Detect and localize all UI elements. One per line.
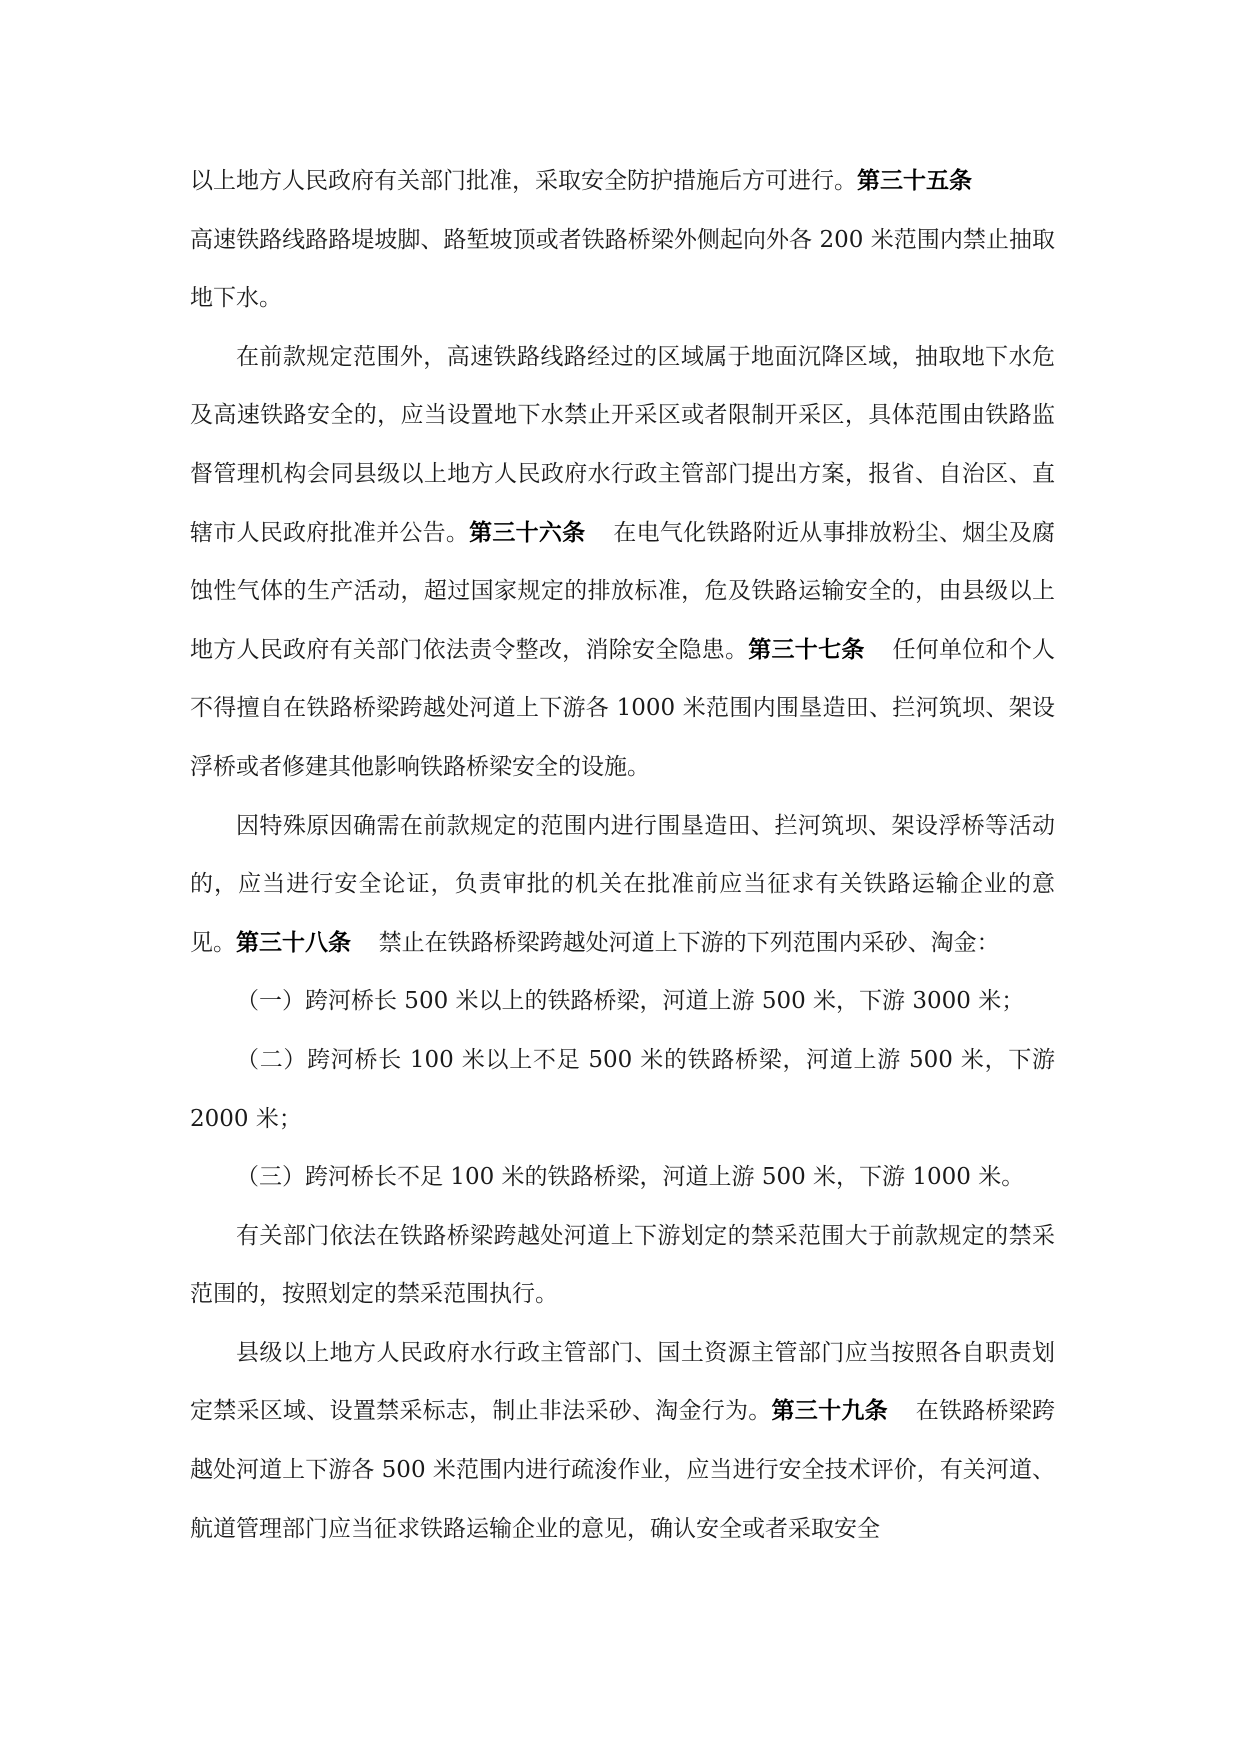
paragraph-text: 高速铁路线路路堤坡脚、路堑坡顶或者铁路桥梁外侧起向外各 200 米范围内禁止抽取地下水。	[190, 226, 1055, 312]
list-item-text: （三）跨河桥长不足 100 米的铁路桥梁，河道上游 500 米，下游 1000 米。	[236, 1164, 1025, 1191]
paragraph-text: 县级以上地方人民政府水行政主管部门、国土资源主管部门应当按照各自职责划定禁采区域、设置禁采标志，制止非法采砂、淘金行为。	[190, 1339, 1055, 1425]
list-item-text: （二）跨河桥长 100 米以上不足 500 米的铁路桥梁，河道上游 500 米，下游 2000 米；	[190, 1046, 1055, 1132]
list-item-2	[190, 1031, 1055, 1148]
paragraph-text: 任何单位和个人不得擅自在铁路桥梁跨越处河道上下游各 1000 米范围内围垦造田、拦河筑坝、架设浮桥或者修建其他影响铁路桥梁安全的设施。	[190, 636, 1056, 780]
article-35-heading: 第三十五条	[857, 167, 972, 194]
paragraph-text: 有关部门依法在铁路桥梁跨越处河道上下游划定的禁采范围大于前款规定的禁采范围的，按照划定的禁采范围执行。	[190, 1222, 1055, 1308]
paragraph-text: 在铁路桥梁跨越处河道上下游各 500 米范围内进行疏浚作业，应当进行安全技术评价，有关河道、航道管理部门应当征求铁路运输企业的意见，确认安全或者采取安全	[190, 1398, 1056, 1542]
paragraph-1	[190, 152, 1055, 328]
article-39-heading: 第三十九条	[771, 1397, 888, 1425]
list-item-text: （一）跨河桥长 500 米以上的铁路桥梁，河道上游 500 米，下游 3000 米；	[236, 988, 1025, 1015]
paragraph-3	[190, 797, 1055, 973]
article-38-heading: 第三十八条	[236, 928, 351, 956]
article-37-heading: 第三十七条	[748, 635, 865, 663]
paragraph-text: 因特殊原因确需在前款规定的范围内进行围垦造田、拦河筑坝、架设浮桥等活动的，应当进行安全论证，负责审批的机关在批准前应当征求有关铁路运输企业的意见。	[190, 812, 1055, 956]
list-item-1	[190, 972, 1055, 1031]
list-item-3	[190, 1148, 1055, 1207]
paragraph-5	[190, 1324, 1055, 1558]
paragraph-text: 禁止在铁路桥梁跨越处河道上下游的下列范围内采砂、淘金：	[378, 929, 1000, 956]
paragraph-text: 以上地方人民政府有关部门批准，采取安全防护措施后方可进行。	[190, 168, 857, 194]
document-body	[190, 152, 1055, 1558]
paragraph-4	[190, 1207, 1055, 1324]
paragraph-text: 在电气化铁路附近从事排放粉尘、烟尘及腐蚀性气体的生产活动，超过国家规定的排放标准，危及铁路运输安全的，由县级以上地方人民政府有关部门依法责令整改，消除安全隐患。	[190, 519, 1056, 663]
article-36-heading: 第三十六条	[469, 518, 586, 546]
paragraph-2	[190, 328, 1055, 797]
paragraph-text: 在前款规定范围外，高速铁路线路经过的区域属于地面沉降区域，抽取地下水危及高速铁路安全的，应当设置地下水禁止开采区或者限制开采区，具体范围由铁路监督管理机构会同县级以上地方人民政府水行政主管部门提出方案，报省、自治区、直辖市人民政府批准并公告。	[190, 343, 1055, 546]
